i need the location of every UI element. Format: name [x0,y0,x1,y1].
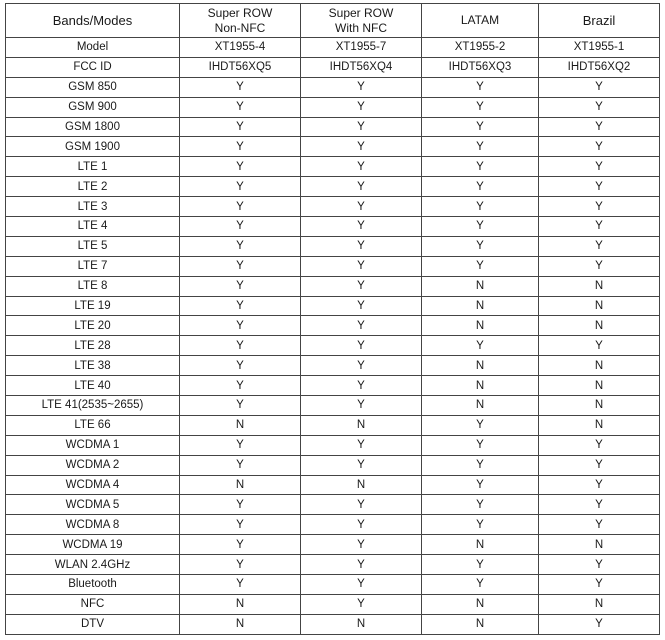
brazil-cell: Y [539,256,660,276]
latam-cell: Y [422,256,539,276]
brazil-cell: Y [539,197,660,217]
header-super-row-non-nfc [180,4,301,38]
latam-cell: Y [422,475,539,495]
band-mode-cell: LTE 4 [6,217,180,237]
table-row [6,217,660,237]
latam-cell: Y [422,555,539,575]
super-row-with-nfc-cell: N [301,415,422,435]
band-mode-cell: Model [6,38,180,58]
brazil-cell: Y [539,217,660,237]
super-row-with-nfc-cell: Y [301,356,422,376]
latam-cell: Y [422,177,539,197]
band-mode-cell: LTE 66 [6,415,180,435]
table-row [6,296,660,316]
super-row-non-nfc-cell: Y [180,157,301,177]
super-row-with-nfc-cell: XT1955-7 [301,38,422,58]
super-row-with-nfc-cell: Y [301,296,422,316]
super-row-with-nfc-cell: Y [301,236,422,256]
table-row [6,614,660,634]
header-latam: LATAM [422,4,539,38]
super-row-with-nfc-cell: Y [301,336,422,356]
latam-cell: Y [422,336,539,356]
header-super-row-with-nfc-line2: With NFC [335,20,387,35]
latam-cell: Y [422,515,539,535]
brazil-cell: N [539,356,660,376]
super-row-with-nfc-cell: Y [301,594,422,614]
latam-cell: Y [422,455,539,475]
brazil-cell: Y [539,435,660,455]
header-super-row-non-nfc-line2: Non-NFC [214,20,266,35]
band-mode-cell: LTE 3 [6,197,180,217]
super-row-non-nfc-cell: Y [180,217,301,237]
super-row-non-nfc-cell: N [180,415,301,435]
band-mode-cell: FCC ID [6,57,180,77]
brazil-cell: N [539,535,660,555]
brazil-cell: Y [539,117,660,137]
super-row-non-nfc-cell: Y [180,256,301,276]
band-mode-cell: LTE 38 [6,356,180,376]
super-row-with-nfc-cell: Y [301,177,422,197]
band-mode-cell: LTE 5 [6,236,180,256]
latam-cell: Y [422,236,539,256]
brazil-cell: N [539,276,660,296]
latam-cell: N [422,296,539,316]
super-row-non-nfc-cell: Y [180,117,301,137]
table-row [6,236,660,256]
band-mode-cell: LTE 28 [6,336,180,356]
band-mode-cell: WCDMA 8 [6,515,180,535]
band-mode-cell: GSM 1800 [6,117,180,137]
super-row-with-nfc-cell: Y [301,555,422,575]
brazil-cell: Y [539,137,660,157]
super-row-with-nfc-cell: Y [301,435,422,455]
table-row [6,256,660,276]
table-row [6,77,660,97]
super-row-non-nfc-cell: N [180,614,301,634]
brazil-cell: N [539,316,660,336]
header-super-row-non-nfc-line1: Super ROW [207,5,273,20]
latam-cell: N [422,376,539,396]
latam-cell: Y [422,217,539,237]
super-row-non-nfc-cell: Y [180,296,301,316]
band-mode-cell: WCDMA 4 [6,475,180,495]
super-row-non-nfc-cell: Y [180,555,301,575]
super-row-non-nfc-cell: Y [180,316,301,336]
brazil-cell: Y [539,555,660,575]
super-row-non-nfc-cell: Y [180,535,301,555]
table-row [6,57,660,77]
table-row [6,38,660,58]
band-mode-cell: NFC [6,594,180,614]
latam-cell: Y [422,415,539,435]
header-bands-modes: Bands/Modes [6,4,180,38]
band-mode-cell: Bluetooth [6,575,180,595]
header-super-row-with-nfc-line1: Super ROW [328,5,394,20]
band-mode-cell: GSM 850 [6,77,180,97]
header-super-row-with-nfc [301,4,422,38]
band-mode-cell: LTE 20 [6,316,180,336]
table-row [6,137,660,157]
table-row [6,475,660,495]
super-row-with-nfc-cell: Y [301,117,422,137]
latam-cell: N [422,535,539,555]
table-row [6,97,660,117]
super-row-with-nfc-cell: Y [301,157,422,177]
super-row-with-nfc-cell: Y [301,276,422,296]
super-row-non-nfc-cell: Y [180,97,301,117]
latam-cell: Y [422,575,539,595]
band-mode-cell: GSM 1900 [6,137,180,157]
brazil-cell: Y [539,177,660,197]
table-row [6,415,660,435]
super-row-non-nfc-cell: Y [180,515,301,535]
brazil-cell: Y [539,475,660,495]
band-mode-cell: WCDMA 1 [6,435,180,455]
latam-cell: Y [422,435,539,455]
table-row [6,575,660,595]
brazil-cell: Y [539,97,660,117]
super-row-non-nfc-cell: Y [180,435,301,455]
band-mode-cell: LTE 8 [6,276,180,296]
header-row [6,4,660,38]
super-row-non-nfc-cell: Y [180,197,301,217]
super-row-with-nfc-cell: N [301,475,422,495]
brazil-cell: Y [539,455,660,475]
table-row [6,157,660,177]
super-row-with-nfc-cell: Y [301,515,422,535]
super-row-non-nfc-cell: N [180,594,301,614]
latam-cell: N [422,614,539,634]
latam-cell: XT1955-2 [422,38,539,58]
table-row [6,594,660,614]
super-row-non-nfc-cell: Y [180,356,301,376]
header-brazil: Brazil [539,4,660,38]
latam-cell: Y [422,117,539,137]
table-row [6,376,660,396]
latam-cell: Y [422,495,539,515]
latam-cell: Y [422,97,539,117]
super-row-with-nfc-cell: Y [301,197,422,217]
table-body [6,38,660,635]
band-mode-cell: LTE 1 [6,157,180,177]
brazil-cell: Y [539,614,660,634]
super-row-non-nfc-cell: Y [180,495,301,515]
brazil-cell: Y [539,77,660,97]
brazil-cell: N [539,376,660,396]
brazil-cell: N [539,594,660,614]
brazil-cell: Y [539,336,660,356]
table-row [6,535,660,555]
table-row [6,117,660,137]
super-row-with-nfc-cell: Y [301,97,422,117]
latam-cell: Y [422,157,539,177]
super-row-with-nfc-cell: Y [301,256,422,276]
band-mode-cell: LTE 19 [6,296,180,316]
brazil-cell: Y [539,236,660,256]
band-mode-cell: LTE 2 [6,177,180,197]
band-mode-cell: WLAN 2.4GHz [6,555,180,575]
latam-cell: IHDT56XQ3 [422,57,539,77]
table-row [6,197,660,217]
super-row-non-nfc-cell: Y [180,336,301,356]
latam-cell: N [422,396,539,416]
band-mode-cell: WCDMA 2 [6,455,180,475]
super-row-with-nfc-cell: Y [301,535,422,555]
table-row [6,336,660,356]
super-row-non-nfc-cell: Y [180,177,301,197]
super-row-non-nfc-cell: Y [180,137,301,157]
super-row-non-nfc-cell: Y [180,575,301,595]
table-header [6,4,660,38]
band-support-table [5,3,660,635]
brazil-cell: XT1955-1 [539,38,660,58]
super-row-with-nfc-cell: Y [301,77,422,97]
band-mode-cell: DTV [6,614,180,634]
latam-cell: Y [422,77,539,97]
table-row [6,515,660,535]
band-mode-cell: WCDMA 19 [6,535,180,555]
table-row [6,396,660,416]
brazil-cell: Y [539,575,660,595]
super-row-non-nfc-cell: Y [180,455,301,475]
table-row [6,495,660,515]
brazil-cell: IHDT56XQ2 [539,57,660,77]
super-row-with-nfc-cell: Y [301,137,422,157]
brazil-cell: Y [539,495,660,515]
super-row-non-nfc-cell: Y [180,77,301,97]
super-row-with-nfc-cell: Y [301,495,422,515]
table-row [6,455,660,475]
latam-cell: N [422,316,539,336]
table-row [6,435,660,455]
super-row-with-nfc-cell: Y [301,575,422,595]
super-row-with-nfc-cell: Y [301,316,422,336]
brazil-cell: N [539,396,660,416]
band-mode-cell: WCDMA 5 [6,495,180,515]
super-row-non-nfc-cell: XT1955-4 [180,38,301,58]
super-row-with-nfc-cell: Y [301,217,422,237]
brazil-cell: Y [539,157,660,177]
table-row [6,177,660,197]
band-mode-cell: LTE 41(2535~2655) [6,396,180,416]
latam-cell: Y [422,137,539,157]
super-row-non-nfc-cell: Y [180,376,301,396]
super-row-with-nfc-cell: Y [301,376,422,396]
super-row-with-nfc-cell: N [301,614,422,634]
super-row-with-nfc-cell: Y [301,396,422,416]
band-mode-cell: GSM 900 [6,97,180,117]
super-row-non-nfc-cell: Y [180,236,301,256]
latam-cell: Y [422,197,539,217]
latam-cell: N [422,594,539,614]
super-row-non-nfc-cell: Y [180,396,301,416]
super-row-with-nfc-cell: IHDT56XQ4 [301,57,422,77]
latam-cell: N [422,276,539,296]
brazil-cell: N [539,415,660,435]
brazil-cell: Y [539,515,660,535]
band-mode-cell: LTE 40 [6,376,180,396]
band-mode-cell: LTE 7 [6,256,180,276]
table-row [6,316,660,336]
table-row [6,555,660,575]
super-row-with-nfc-cell: Y [301,455,422,475]
brazil-cell: N [539,296,660,316]
table-row [6,276,660,296]
latam-cell: N [422,356,539,376]
table-row [6,356,660,376]
super-row-non-nfc-cell: N [180,475,301,495]
super-row-non-nfc-cell: Y [180,276,301,296]
super-row-non-nfc-cell: IHDT56XQ5 [180,57,301,77]
